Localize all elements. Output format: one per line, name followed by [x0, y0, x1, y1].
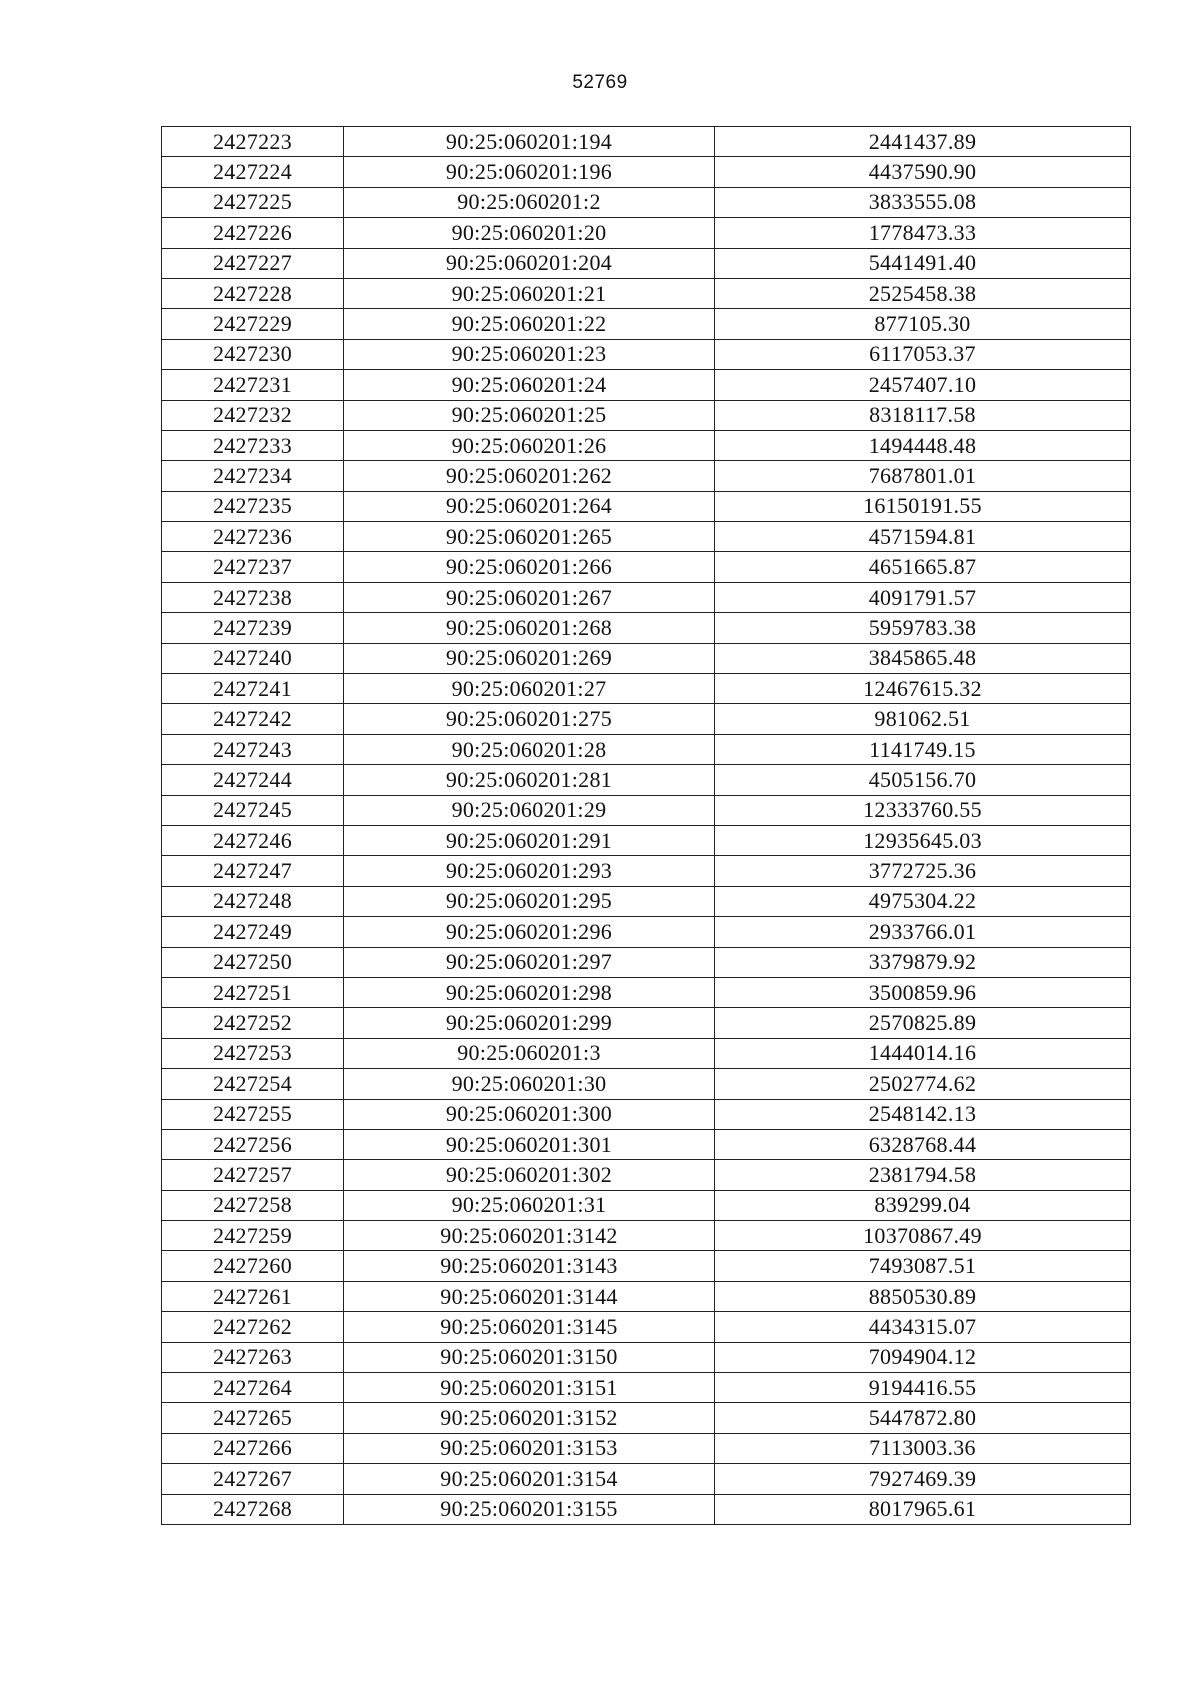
row-id-cell: 2427258 [162, 1190, 344, 1220]
cadastral-number-cell: 90:25:060201:266 [344, 552, 715, 582]
table-row [162, 1129, 1131, 1159]
cadastral-number-cell: 90:25:060201:267 [344, 582, 715, 612]
row-id-cell: 2427251 [162, 977, 344, 1007]
cadastral-value-cell: 5959783.38 [715, 613, 1131, 643]
cadastral-value-cell: 4651665.87 [715, 552, 1131, 582]
row-id-cell: 2427244 [162, 765, 344, 795]
cadastral-number-cell: 90:25:060201:204 [344, 248, 715, 278]
cadastral-number-cell: 90:25:060201:3143 [344, 1251, 715, 1281]
cadastral-value-cell: 4437590.90 [715, 157, 1131, 187]
table-row [162, 1221, 1131, 1251]
cadastral-number-cell: 90:25:060201:275 [344, 704, 715, 734]
row-id-cell: 2427264 [162, 1373, 344, 1403]
cadastral-number-cell: 90:25:060201:3155 [344, 1494, 715, 1524]
row-id-cell: 2427256 [162, 1129, 344, 1159]
row-id-cell: 2427235 [162, 491, 344, 521]
cadastral-number-cell: 90:25:060201:3144 [344, 1281, 715, 1311]
cadastral-value-cell: 6328768.44 [715, 1129, 1131, 1159]
row-id-cell: 2427234 [162, 461, 344, 491]
table-row [162, 1190, 1131, 1220]
cadastral-value-cell: 1141749.15 [715, 734, 1131, 764]
cadastral-value-cell: 4091791.57 [715, 582, 1131, 612]
row-id-cell: 2427241 [162, 674, 344, 704]
cadastral-value-cell: 2381794.58 [715, 1160, 1131, 1190]
row-id-cell: 2427250 [162, 947, 344, 977]
cadastral-value-cell: 7493087.51 [715, 1251, 1131, 1281]
row-id-cell: 2427266 [162, 1433, 344, 1463]
cadastral-value-cell: 3772725.36 [715, 856, 1131, 886]
cadastral-value-cell: 839299.04 [715, 1190, 1131, 1220]
row-id-cell: 2427249 [162, 917, 344, 947]
cadastral-value-cell: 3833555.08 [715, 187, 1131, 217]
cadastral-value-cell: 9194416.55 [715, 1373, 1131, 1403]
table-row [162, 582, 1131, 612]
table-row [162, 704, 1131, 734]
table-row [162, 977, 1131, 1007]
table-row [162, 643, 1131, 673]
table-row [162, 491, 1131, 521]
table-row [162, 1494, 1131, 1524]
cadastral-value-cell: 2502774.62 [715, 1069, 1131, 1099]
cadastral-number-cell: 90:25:060201:2 [344, 187, 715, 217]
table-row [162, 795, 1131, 825]
row-id-cell: 2427242 [162, 704, 344, 734]
cadastral-number-cell: 90:25:060201:281 [344, 765, 715, 795]
cadastral-value-cell: 1444014.16 [715, 1038, 1131, 1068]
row-id-cell: 2427246 [162, 825, 344, 855]
table-row [162, 734, 1131, 764]
cadastral-value-cell: 4975304.22 [715, 886, 1131, 916]
cadastral-value-cell: 6117053.37 [715, 339, 1131, 369]
cadastral-number-cell: 90:25:060201:3 [344, 1038, 715, 1068]
table-row [162, 248, 1131, 278]
cadastral-value-cell: 5441491.40 [715, 248, 1131, 278]
cadastral-number-cell: 90:25:060201:26 [344, 430, 715, 460]
cadastral-number-cell: 90:25:060201:265 [344, 522, 715, 552]
table-row [162, 1069, 1131, 1099]
cadastral-value-cell: 8017965.61 [715, 1494, 1131, 1524]
table-row [162, 1403, 1131, 1433]
row-id-cell: 2427228 [162, 278, 344, 308]
cadastral-number-cell: 90:25:060201:269 [344, 643, 715, 673]
row-id-cell: 2427247 [162, 856, 344, 886]
cadastral-number-cell: 90:25:060201:3151 [344, 1373, 715, 1403]
table-row [162, 1008, 1131, 1038]
table-row [162, 1099, 1131, 1129]
table-row [162, 1312, 1131, 1342]
row-id-cell: 2427237 [162, 552, 344, 582]
table-row [162, 278, 1131, 308]
table-row [162, 825, 1131, 855]
cadastral-value-cell: 2457407.10 [715, 370, 1131, 400]
table-row [162, 613, 1131, 643]
cadastral-value-cell: 2441437.89 [715, 127, 1131, 157]
table-row [162, 218, 1131, 248]
cadastral-number-cell: 90:25:060201:21 [344, 278, 715, 308]
row-id-cell: 2427245 [162, 795, 344, 825]
row-id-cell: 2427236 [162, 522, 344, 552]
row-id-cell: 2427230 [162, 339, 344, 369]
table-row [162, 187, 1131, 217]
cadastral-number-cell: 90:25:060201:299 [344, 1008, 715, 1038]
cadastral-value-cell: 2570825.89 [715, 1008, 1131, 1038]
cadastral-value-cell: 3500859.96 [715, 977, 1131, 1007]
cadastral-value-cell: 12935645.03 [715, 825, 1131, 855]
cadastral-number-cell: 90:25:060201:3142 [344, 1221, 715, 1251]
cadastral-value-cell: 5447872.80 [715, 1403, 1131, 1433]
row-id-cell: 2427262 [162, 1312, 344, 1342]
table-row [162, 309, 1131, 339]
table-row [162, 674, 1131, 704]
page-number: 52769 [572, 72, 628, 93]
cadastral-number-cell: 90:25:060201:3150 [344, 1342, 715, 1372]
cadastral-value-cell: 981062.51 [715, 704, 1131, 734]
cadastral-value-cell: 16150191.55 [715, 491, 1131, 521]
cadastral-number-cell: 90:25:060201:298 [344, 977, 715, 1007]
cadastral-number-cell: 90:25:060201:194 [344, 127, 715, 157]
table-body [162, 127, 1131, 1525]
cadastral-value-cell: 10370867.49 [715, 1221, 1131, 1251]
cadastral-number-cell: 90:25:060201:30 [344, 1069, 715, 1099]
cadastral-value-cell: 7094904.12 [715, 1342, 1131, 1372]
table-row [162, 127, 1131, 157]
row-id-cell: 2427225 [162, 187, 344, 217]
row-id-cell: 2427232 [162, 400, 344, 430]
cadastral-number-cell: 90:25:060201:28 [344, 734, 715, 764]
cadastral-number-cell: 90:25:060201:3153 [344, 1433, 715, 1463]
cadastral-number-cell: 90:25:060201:264 [344, 491, 715, 521]
table-row [162, 1281, 1131, 1311]
table-row [162, 430, 1131, 460]
table-row [162, 1251, 1131, 1281]
table-row [162, 461, 1131, 491]
row-id-cell: 2427224 [162, 157, 344, 187]
cadastral-value-cell: 1778473.33 [715, 218, 1131, 248]
cadastral-value-cell: 4505156.70 [715, 765, 1131, 795]
table-row [162, 1038, 1131, 1068]
row-id-cell: 2427268 [162, 1494, 344, 1524]
table-row [162, 765, 1131, 795]
cadastral-value-cell: 2548142.13 [715, 1099, 1131, 1129]
table-row [162, 886, 1131, 916]
cadastral-value-table [161, 126, 1131, 1525]
row-id-cell: 2427259 [162, 1221, 344, 1251]
row-id-cell: 2427227 [162, 248, 344, 278]
cadastral-value-cell: 7687801.01 [715, 461, 1131, 491]
cadastral-value-cell: 8850530.89 [715, 1281, 1131, 1311]
cadastral-number-cell: 90:25:060201:262 [344, 461, 715, 491]
cadastral-number-cell: 90:25:060201:3145 [344, 1312, 715, 1342]
table-row [162, 339, 1131, 369]
row-id-cell: 2427229 [162, 309, 344, 339]
table-row [162, 1373, 1131, 1403]
row-id-cell: 2427226 [162, 218, 344, 248]
row-id-cell: 2427253 [162, 1038, 344, 1068]
cadastral-number-cell: 90:25:060201:23 [344, 339, 715, 369]
row-id-cell: 2427248 [162, 886, 344, 916]
cadastral-number-cell: 90:25:060201:22 [344, 309, 715, 339]
table-row [162, 1342, 1131, 1372]
cadastral-value-cell: 1494448.48 [715, 430, 1131, 460]
cadastral-value-cell: 7927469.39 [715, 1464, 1131, 1494]
row-id-cell: 2427267 [162, 1464, 344, 1494]
cadastral-number-cell: 90:25:060201:27 [344, 674, 715, 704]
cadastral-value-cell: 4434315.07 [715, 1312, 1131, 1342]
table-row [162, 157, 1131, 187]
table-row [162, 856, 1131, 886]
row-id-cell: 2427223 [162, 127, 344, 157]
table-row [162, 947, 1131, 977]
row-id-cell: 2427252 [162, 1008, 344, 1038]
table-row [162, 917, 1131, 947]
cadastral-number-cell: 90:25:060201:31 [344, 1190, 715, 1220]
cadastral-value-cell: 2525458.38 [715, 278, 1131, 308]
cadastral-value-cell: 2933766.01 [715, 917, 1131, 947]
row-id-cell: 2427239 [162, 613, 344, 643]
table-row [162, 552, 1131, 582]
table-row [162, 522, 1131, 552]
cadastral-number-cell: 90:25:060201:29 [344, 795, 715, 825]
row-id-cell: 2427238 [162, 582, 344, 612]
table-row [162, 400, 1131, 430]
cadastral-number-cell: 90:25:060201:3154 [344, 1464, 715, 1494]
row-id-cell: 2427243 [162, 734, 344, 764]
cadastral-value-cell: 4571594.81 [715, 522, 1131, 552]
row-id-cell: 2427255 [162, 1099, 344, 1129]
row-id-cell: 2427260 [162, 1251, 344, 1281]
cadastral-number-cell: 90:25:060201:296 [344, 917, 715, 947]
cadastral-number-cell: 90:25:060201:302 [344, 1160, 715, 1190]
cadastral-number-cell: 90:25:060201:293 [344, 856, 715, 886]
cadastral-number-cell: 90:25:060201:268 [344, 613, 715, 643]
cadastral-number-cell: 90:25:060201:301 [344, 1129, 715, 1159]
cadastral-number-cell: 90:25:060201:295 [344, 886, 715, 916]
cadastral-value-cell: 877105.30 [715, 309, 1131, 339]
row-id-cell: 2427233 [162, 430, 344, 460]
cadastral-number-cell: 90:25:060201:24 [344, 370, 715, 400]
cadastral-number-cell: 90:25:060201:3152 [344, 1403, 715, 1433]
cadastral-number-cell: 90:25:060201:196 [344, 157, 715, 187]
row-id-cell: 2427231 [162, 370, 344, 400]
cadastral-value-cell: 7113003.36 [715, 1433, 1131, 1463]
row-id-cell: 2427265 [162, 1403, 344, 1433]
row-id-cell: 2427261 [162, 1281, 344, 1311]
row-id-cell: 2427240 [162, 643, 344, 673]
row-id-cell: 2427257 [162, 1160, 344, 1190]
row-id-cell: 2427254 [162, 1069, 344, 1099]
table-row [162, 1160, 1131, 1190]
cadastral-value-cell: 3845865.48 [715, 643, 1131, 673]
cadastral-number-cell: 90:25:060201:300 [344, 1099, 715, 1129]
cadastral-number-cell: 90:25:060201:25 [344, 400, 715, 430]
cadastral-value-cell: 12467615.32 [715, 674, 1131, 704]
table-row [162, 370, 1131, 400]
cadastral-number-cell: 90:25:060201:297 [344, 947, 715, 977]
cadastral-value-cell: 3379879.92 [715, 947, 1131, 977]
row-id-cell: 2427263 [162, 1342, 344, 1372]
cadastral-value-cell: 12333760.55 [715, 795, 1131, 825]
cadastral-number-cell: 90:25:060201:291 [344, 825, 715, 855]
cadastral-value-cell: 8318117.58 [715, 400, 1131, 430]
cadastral-number-cell: 90:25:060201:20 [344, 218, 715, 248]
table-row [162, 1464, 1131, 1494]
table-row [162, 1433, 1131, 1463]
